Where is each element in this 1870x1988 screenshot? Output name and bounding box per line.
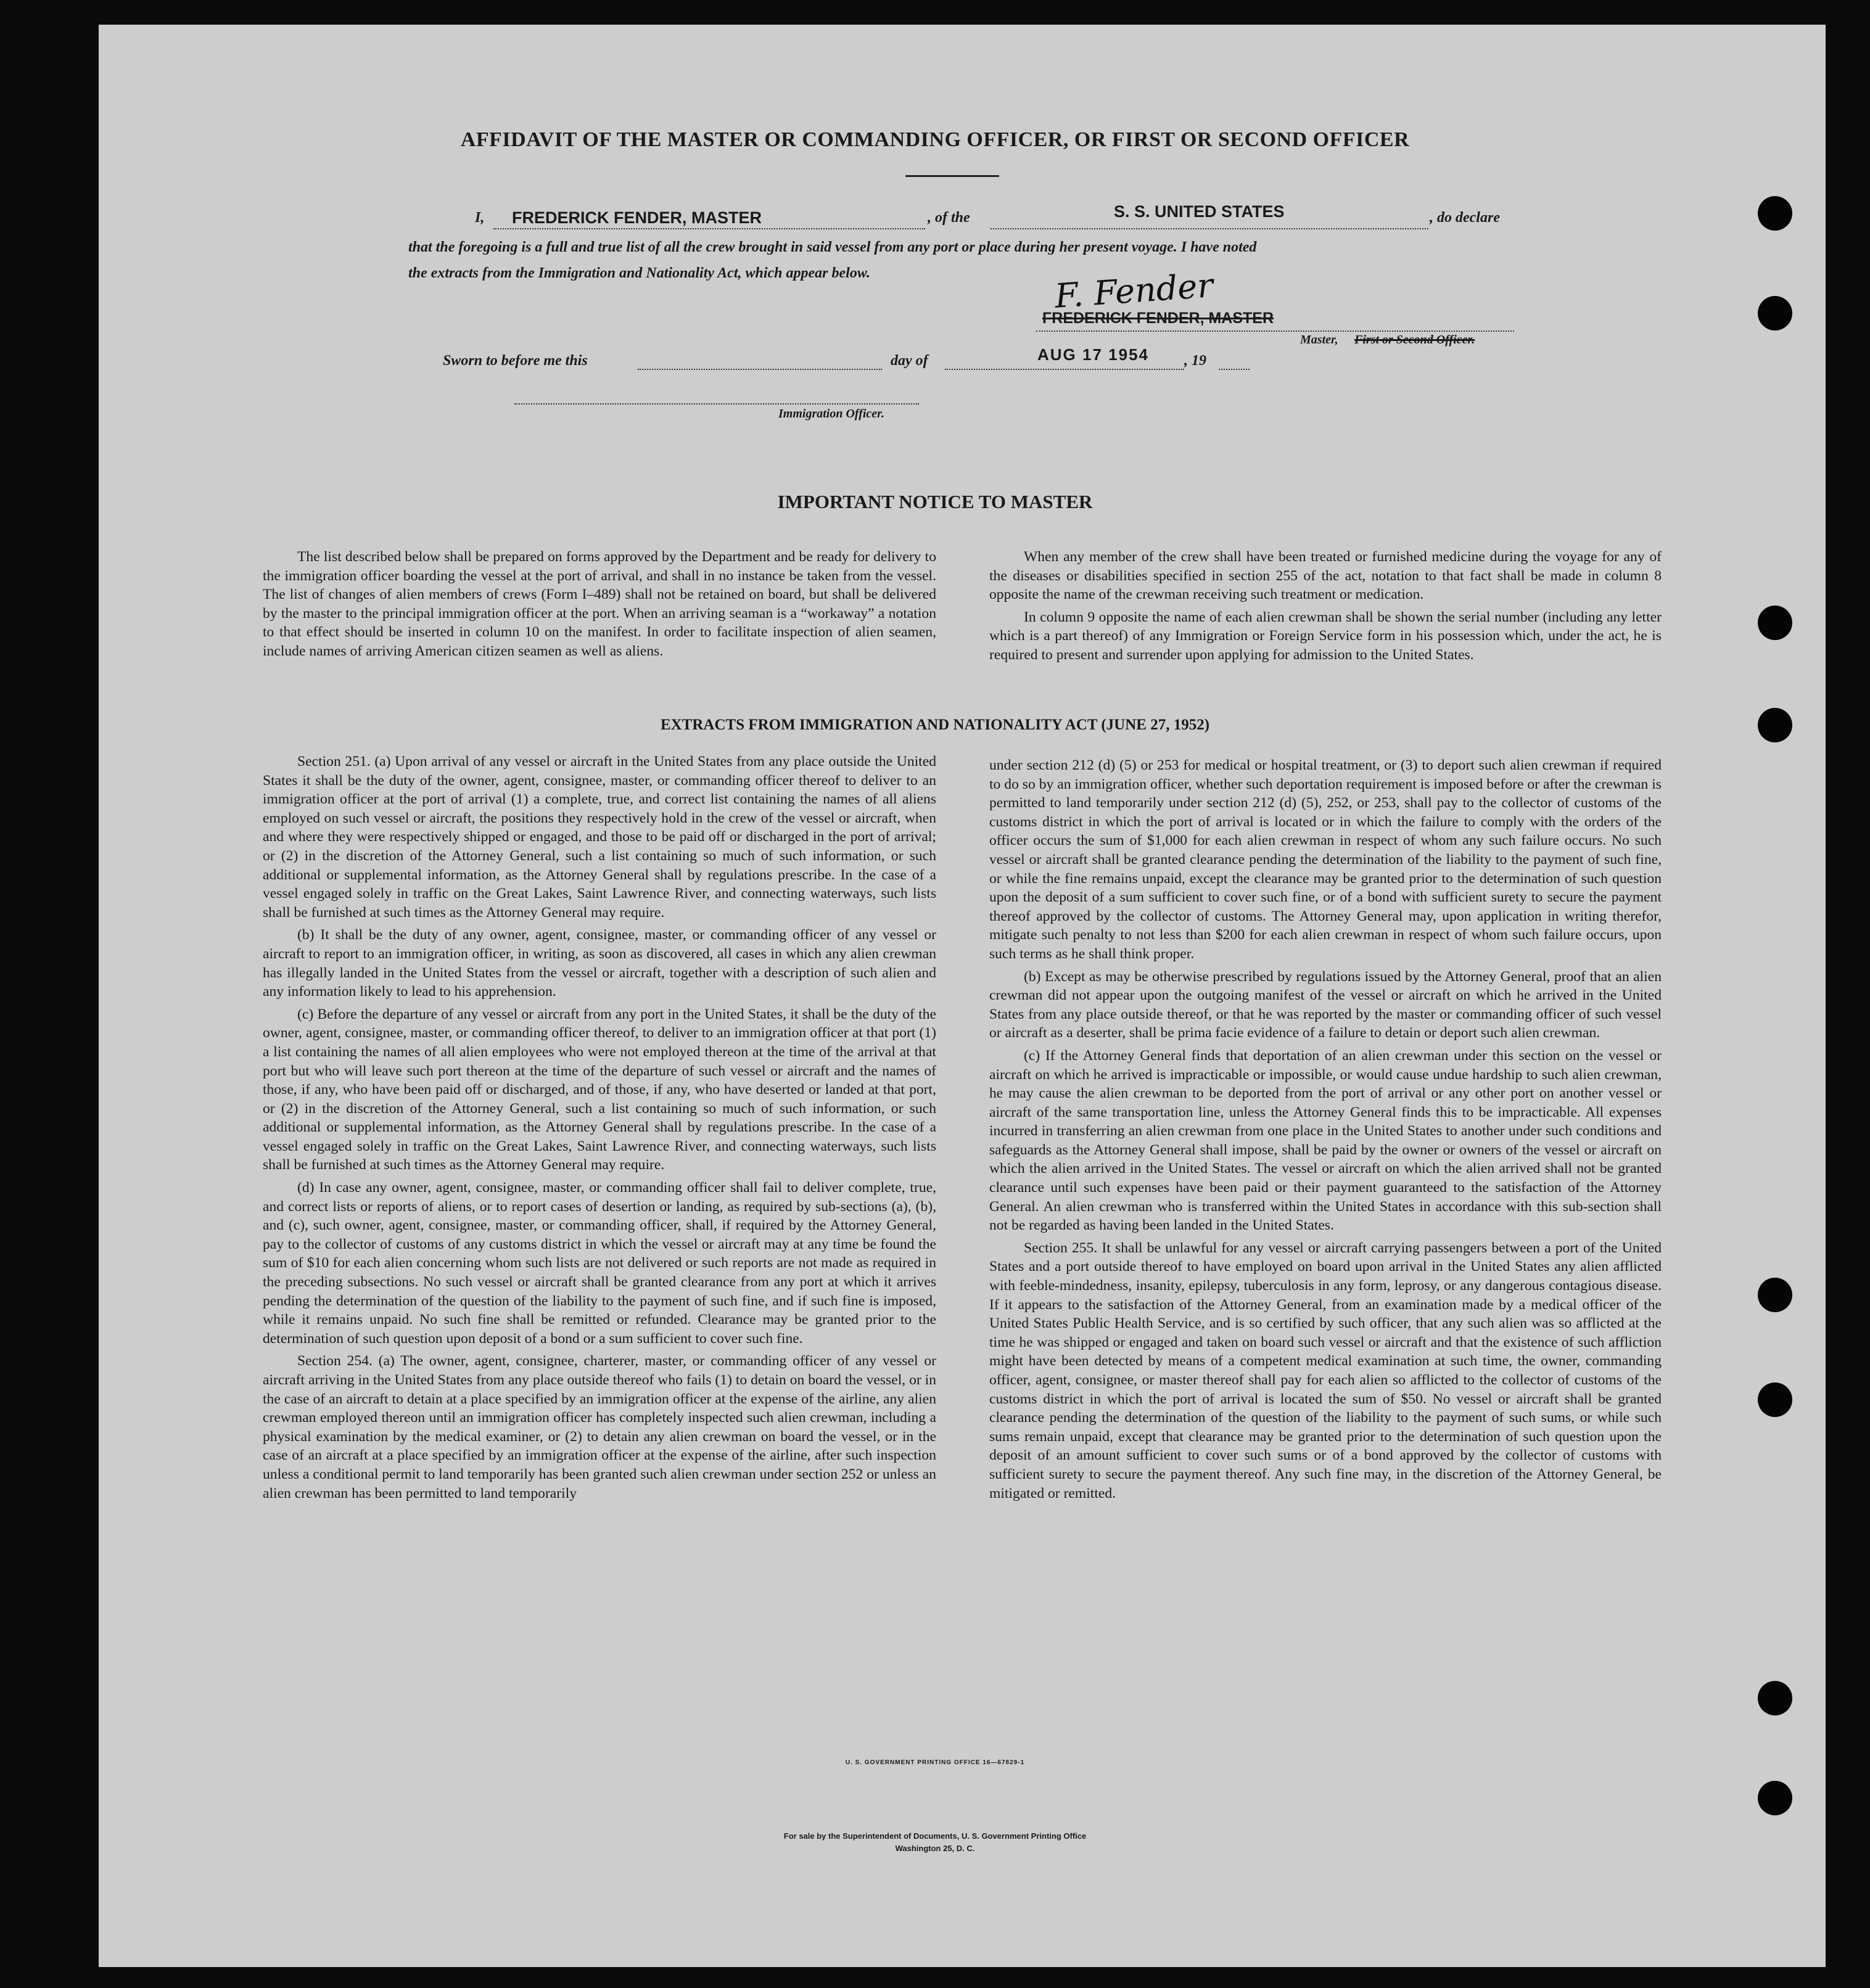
binder-hole — [1758, 1781, 1792, 1815]
section-254-a-continued: under section 212 (d) (5) or 253 for medical or hospital treatment, or (3) to deport such alien crewman if required to do so by an immigration officer, whether such deportation requirement is imposed before or after the crewman is permitted to land temporarily under section 212 (d) (5), 252, or 253, shall pay to the collector of customs of the customs district in which the port of arrival is located or in which the failure to comply with the orders of the officer occurs the sum of $1,000 for each alien crewman in respect of whom any such failure occurs. No such vessel or aircraft shall be granted clearance pending the determination of the liability to the payment of such fine, or while the fine remains unpaid, except the clearance may be granted prior to the determination of such question upon the deposit of a sum sufficient to cover such fine, or of a bond with sufficient surety to secure the payment thereof approved by the collector of customs. The Attorney General may, upon application in writing therefor, mitigate such penalty to not less than $200 for each alien crewman in respect of whom such failure occurs, upon such terms as he shall think proper. — [989, 757, 1662, 962]
declarant-name: FREDERICK FENDER, MASTER — [512, 208, 762, 227]
section-251-a: Section 251. (a) Upon arrival of any vessel or aircraft in the United States from any place outside the United States it shall be the duty of the owner, agent, consignee, master, or commanding officer thereof to deliver to an immigration officer at the port of arrival (1) a complete, true, and correct list containing the names of all aliens employed on such vessel or aircraft, the positions they respectively hold in the crew of the vessel or aircraft, when and where they were respectively shipped or engaged, and those to be paid off or discharged in the port of arrival; or (2) in the discretion of the Attorney General, such a list containing so much of such information, or such additional or supplemental information, as the Attorney General shall by regulations prescribe. In the case of a vessel engaged solely in traffic on the Great Lakes, Saint Lawrence River, and connecting waterways, such lists shall be furnished at such times as the Attorney General may require. — [263, 754, 936, 921]
section-251-b: (b) It shall be the duty of any owner, agent, consignee, master, or commanding officer of any vessel or aircraft to report to an immigration officer, in writing, as soon as discovered, all cases in which any alien crewman has illegally landed in the United States from the vessel or aircraft, together with a description of such alien and any information likely to lead to his apprehension. — [263, 927, 936, 1000]
immigration-officer-line — [514, 403, 919, 405]
first-second-officer-struck: First or Second Officer. — [1354, 333, 1475, 347]
notice-right-column — [989, 548, 1662, 668]
notice-right-paragraph-1: When any member of the crew shall have been treated or furnished medicine during the voyage for any of the diseases or disabilities specified in section 255 of the act, notation to that fact shall be made in column 8 opposite the name of the crewman receiving such treatment or medication. — [989, 549, 1662, 603]
affidavit-body-line-1: that the foregoing is a full and true list of all the crew brought in said vessel from any port or place during her present voyage. I have noted — [408, 239, 1257, 255]
day-of-label: day of — [891, 353, 928, 369]
for-sale-line-2: Washington 25, D. C. — [895, 1844, 975, 1853]
binder-hole — [1758, 606, 1792, 640]
notice-left-paragraph: The list described below shall be prepared on forms approved by the Department and be ready for delivery to the immigration officer boarding the vessel at the port of arrival, and shall in no instance be taken from the vessel. The list of changes of alien members of crews (Form I–489) shall not be retained on board, but shall be delivered by the master to the principal immigration officer at the port. When an arriving seaman is a “workaway” a notation to that effect should be inserted in column 10 on the manifest. In order to facilitate inspection of alien seamen, include names of arriving American citizen seamen as well as aliens. — [263, 549, 936, 659]
binder-hole — [1758, 1681, 1792, 1715]
sworn-day-line — [638, 369, 882, 370]
section-254-c: (c) If the Attorney General finds that deportation of an alien crewman under this section on the vessel or aircraft on which he arrived is impracticable or impossible, or would cause undue hardship to such alien crewman, he may cause the alien crewman to be deported from the port of arrival or any other port on another vessel or aircraft of the same transportation line, unless the Attorney General finds this to be impracticable. All expenses incurred in transferring an alien crewman from one place in the United States to another under such conditions and safeguards as the Attorney General shall impose, shall be paid by the owner or owners of the vessel or aircraft on which the alien arrived in the United States. The vessel or aircraft on which the alien arrived shall not be granted clearance until such expenses have been paid or their payment guaranteed to the satisfaction of the Attorney General. An alien crewman who is transferred within the United States in accordance with this sub-section shall not be regarded as having been landed in the United States. — [989, 1047, 1662, 1234]
binder-hole — [1758, 1278, 1792, 1312]
signature-line — [1036, 331, 1514, 332]
for-sale-line-1: For sale by the Superintendent of Documents, U. S. Government Printing Office — [783, 1831, 1087, 1841]
i-label: I, — [475, 210, 485, 226]
master-label: Master, — [1300, 333, 1338, 347]
notice-left-column — [263, 548, 936, 665]
binder-hole — [1758, 1382, 1792, 1417]
year-line — [1219, 369, 1250, 370]
sworn-label: Sworn to before me this — [443, 353, 588, 369]
do-declare-label: , do declare — [1430, 210, 1500, 226]
binder-hole — [1758, 296, 1792, 331]
extracts-right-column — [989, 756, 1662, 1506]
section-254-b: (b) Except as may be otherwise prescribed by regulations issued by the Attorney General, proof that an alien crewman did not appear upon the outgoing manifest of the vessel or aircraft on which he arrived in the United States from any place outside thereof, or that he was reported by the master or commanding officer of such vessel or aircraft as a deserter, shall be prima facie evidence of a failure to detain or deport such alien crewman. — [989, 968, 1662, 1041]
printer-imprint: U. S. GOVERNMENT PRINTING OFFICE 16—67829-1 — [845, 1759, 1025, 1766]
master-signature: F. Fender — [1053, 266, 1214, 316]
signature-stamp: FREDERICK FENDER, MASTER — [1042, 310, 1274, 327]
declarant-line — [493, 228, 925, 229]
section-251-c: (c) Before the departure of any vessel or aircraft from any port in the United States, it shall be the duty of the owner, agent, consignee, master, or commanding officer thereof, to deliver to an immigration officer at that port (1) a list containing the names of all alien employees who were not employed thereon at the time of the arrival at that port but who will leave such port thereon at the time of the departure of such vessel or aircraft and the names of those, if any, who have been paid off or discharged, and of those, if any, who have deserted or landed at that port, or (2) in the discretion of the Attorney General, such a list containing so much of such information, or such additional or supplemental information, as the Attorney General shall by regulations prescribe. In the case of a vessel engaged solely in traffic on the Great Lakes, Saint Lawrence River, and connecting waterways, such lists shall be furnished at such times as the Attorney General may require. — [263, 1006, 936, 1173]
section-255: Section 255. It shall be unlawful for any vessel or aircraft carrying passengers between a port of the United States and a port outside thereof to have employed on board upon arrival in the United States any alien afflicted with feeble-mindedness, insanity, epilepsy, tuberculosis in any form, leprosy, or any dangerous contagious disease. If it appears to the satisfaction of the Attorney General, from an examination made by a medical officer of the United States Public Health Service, and is so certified by such officer, that any such alien was so afflicted at the time he was shipped or engaged and taken on board such vessel or aircraft and that the existence of such affliction might have been detected by means of a competent medical examination at such time, the owner, commanding officer, agent, consignee, or master thereof shall pay for each alien so afflicted to the collector of customs of the customs district in which the port of arrival is located the sum of $50. No vessel or aircraft shall be granted clearance pending the determination of the question of the liability to the payment of such sums, or while such sums remain unpaid, except that clearance may be granted prior to the determination of such question upon the deposit of an amount sufficient to cover such sums or of a bond approved by the collector of customs with sufficient surety to secure the payment thereof. Any such fine may, in the discretion of the Attorney General, be mitigated or remitted. — [989, 1239, 1662, 1501]
of-the-label: , of the — [928, 210, 970, 226]
extracts-left-column — [263, 752, 936, 1506]
vessel-line — [991, 228, 1428, 229]
extracts-title: EXTRACTS FROM IMMIGRATION AND NATIONALITY ACT (JUNE 27, 1952) — [660, 717, 1210, 733]
title-underline — [905, 175, 999, 177]
vessel-name: S. S. UNITED STATES — [1114, 202, 1285, 221]
section-254-a: Section 254. (a) The owner, agent, consignee, charterer, master, or commanding officer of any vessel or aircraft arriving in the United States from any place outside thereof who fails (1) to detain on board the vessel, or in the case of an aircraft to detain at a place specified by an immigration officer at the expense of the airline, any alien crewman employed thereon until an immigration officer has completely inspected such alien crewman, including a physical examination by the medical examiner, or (2) to detain any alien crewman on board the vessel, or in the case of an aircraft at a place specified by an immigration officer at the expense of the airline, after such inspection unless a conditional permit to land temporarily has been granted such alien crewman under section 252 or unless an alien crewman has been permitted to land temporarily — [263, 1353, 936, 1501]
date-stamp: AUG 17 1954 — [1037, 345, 1149, 364]
sworn-month-line — [945, 369, 1184, 370]
affidavit-body-line-2: the extracts from the Immigration and Nationality Act, which appear below. — [408, 265, 870, 281]
binder-hole — [1758, 196, 1792, 231]
affidavit-title: AFFIDAVIT OF THE MASTER OR COMMANDING OFFICER, OR FIRST OR SECOND OFFICER — [460, 128, 1410, 151]
section-251-d: (d) In case any owner, agent, consignee, master, or commanding officer shall fail to deliver complete, true, and correct lists or reports of aliens, or to report cases of desertion or landing, as required by sub-sections (a), (b), and (c), such owner, agent, consignee, master, or commanding officer, shall, if required by the Attorney General, pay to the collector of customs of any customs district in which the vessel or aircraft may at any time be found the sum of $10 for each alien concerning whom such lists are not delivered or such reports are not made as required in the preceding subsections. No such vessel or aircraft shall be granted clearance from any port at which it arrives pending the determination of the question of the liability to the payment of such fine, and if such fine is imposed, while it remains unpaid. No such fine shall be remitted or refunded. Clearance may be granted prior to the determination of such question upon deposit of a bond or a sum sufficient to cover such fine. — [263, 1180, 936, 1347]
for-sale-notice — [0, 1830, 1870, 1855]
immigration-officer-label: Immigration Officer. — [778, 407, 884, 421]
notice-title: IMPORTANT NOTICE TO MASTER — [777, 491, 1093, 512]
year-label: , 19 — [1184, 353, 1206, 369]
notice-right-paragraph-2: In column 9 opposite the name of each alien crewman shall be shown the serial number (including any letter which is a part thereof) of any Immigration or Foreign Service form in his possession which, under the act, he is required to present and surrender upon applying for admission to the United States. — [989, 609, 1662, 663]
